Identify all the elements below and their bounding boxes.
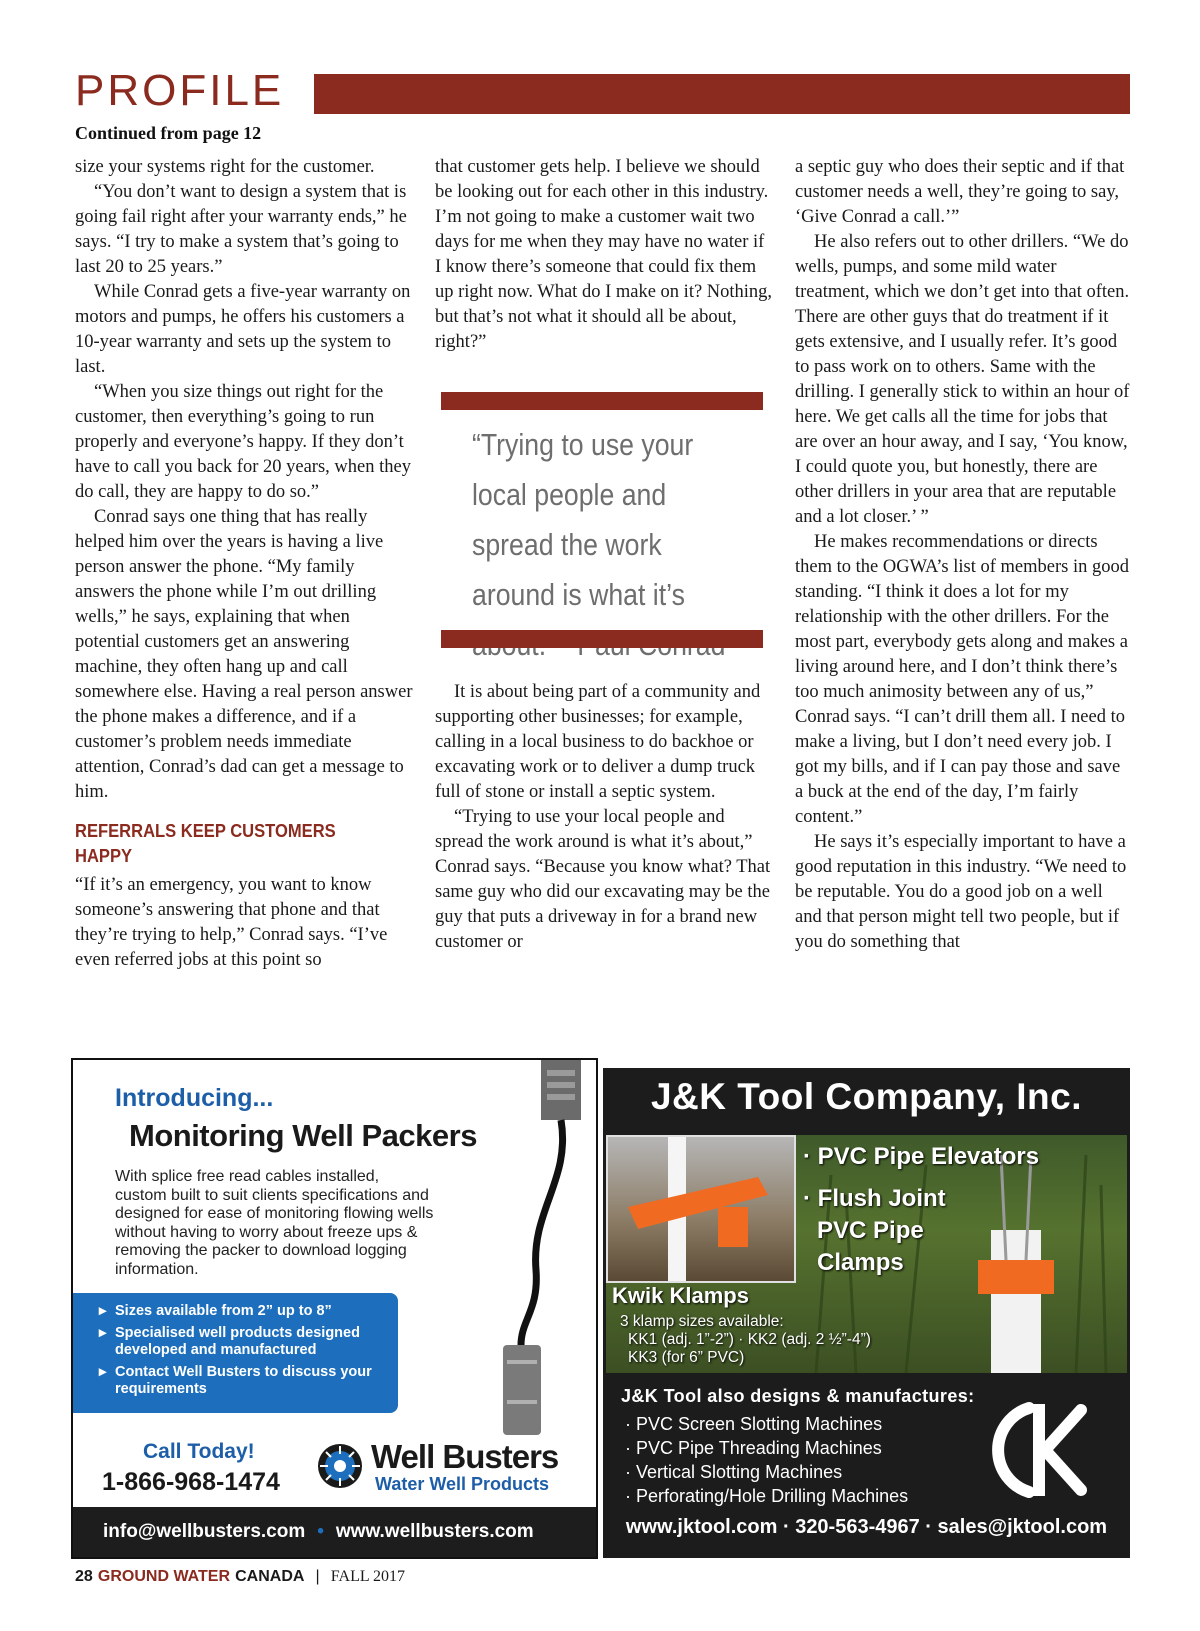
jk-logo-icon — [977, 1390, 1097, 1510]
bullet-pvc-elevators: · PVC Pipe Elevators — [803, 1143, 1040, 1170]
wellbusters-logo-icon — [316, 1442, 364, 1490]
pullquote-bottom-bar — [441, 630, 763, 648]
paragraph: He also refers out to other drillers. “We do wells, pumps, and some mild water treatment, which we don’t get into that often. There are other guys that do treatment if it gets extensive, and I usually refer. It’s good to pass work on to others. Same with the drilling. I generally stick to within an hour of here. We get calls all the time for jobs that are over an hour away, and I say, ‘You know, I could quote you, but honestly, there are other drillers in your area that are reputable and a lot closer.’ ” — [795, 232, 1130, 527]
pullquote-top-bar — [441, 392, 763, 410]
bullet-separator: • — [317, 1521, 324, 1542]
bullet-flush-joint: · Flush Joint — [803, 1185, 946, 1212]
pullquote: “Trying to use your local people and spread the work around is what it’s — [472, 427, 694, 612]
magazine-name-canada: CANADA — [235, 1568, 305, 1585]
paragraph: While Conrad gets a five-year warranty on motors and pumps, he offers his customers a 10-year warranty and sets up the system to last. — [75, 282, 411, 377]
section-title-bar — [314, 74, 1130, 114]
ad-feature-item: ▸ Sizes available from 2” up to 8” — [115, 1303, 388, 1320]
magazine-name: GROUND WATER — [97, 1568, 231, 1585]
product-photo — [606, 1135, 1127, 1373]
page-number: 28 — [75, 1568, 93, 1585]
article-column-2 — [435, 155, 773, 355]
article-column-1 — [75, 155, 413, 973]
product-bullets — [803, 1141, 1039, 1279]
paragraph: size your systems right for the customer. — [75, 157, 375, 177]
issue-label: FALL 2017 — [330, 1568, 406, 1585]
paragraph: It is about being part of a community and supporting other businesses; for example, calling in a local business to do backhoe or excavating work or to deliver a dump truck full of stone or install a septic system. — [435, 682, 761, 802]
paragraph: He makes recommendations or directs them to the OGWA’s list of members in good standing. “I think it does a lot for my relationship with the other drillers. For the most part, everybody gets along and makes a living around here, and I don’t think there’s too much animosity between any of us,” Conrad says. “I can’t drill them all. I need to make a living, but I don’t need every job. I got my bills, and if I can pay those and save a buck at the end of the day, I’m fairly content.” — [795, 532, 1129, 827]
paragraph: a septic guy who does their septic and if that customer needs a well, they’re going to say, ‘Give Conrad a call.’” — [795, 157, 1125, 227]
article-column-3 — [795, 155, 1130, 955]
jktool-ad[interactable] — [603, 1068, 1130, 1558]
ad-body: With splice free read cables installed, custom built to suit clients specifications and designed for ease of monitoring flowing wells without having to worry about freeze ups & removing the packer to download logging information. — [115, 1168, 434, 1278]
ad-title: Monitoring Well Packers — [129, 1118, 477, 1153]
kwik-klamps-label: Kwik Klamps — [612, 1283, 749, 1308]
product-item: · PVC Pipe Threading Machines — [625, 1438, 882, 1458]
klamp-sizes-line: KK1 (adj. 1”-2”) · KK2 (adj. 2 ½”-4”) — [628, 1331, 871, 1348]
product-item: · Perforating/Hole Drilling Machines — [625, 1486, 909, 1506]
call-today-label: Call Today! — [143, 1440, 255, 1463]
article-column-2-cont — [435, 680, 773, 955]
klamp-sizes — [620, 1313, 871, 1367]
ad-feature-item: ▸ Contact Well Busters to discuss your requirements — [115, 1364, 388, 1398]
section-title: PROFILE — [75, 66, 285, 115]
ad-feature-box — [73, 1293, 398, 1413]
continued-note: Continued from page 12 — [75, 123, 262, 143]
page-footer — [75, 1566, 405, 1586]
bullet-flush-joint-line3: Clamps — [817, 1249, 904, 1276]
products-list — [625, 1412, 908, 1508]
bullet-flush-joint-line2: PVC Pipe — [817, 1217, 924, 1244]
paragraph: that customer gets help. I believe we should be looking out for each other in this industry. I’m not going to make a customer wait two days for me when they may have no water if I know there’s someone that could fix them up right now. What do I make on it? Nothing, but that’s not what it should all be about, right?” — [435, 157, 773, 352]
paragraph: “When you size things out right for the customer, then everything’s going to run properly and everyone’s happy. If they don’t have to call you back for 20 years, when they do call, they are happy to do so.” — [75, 382, 411, 502]
wellbusters-ad[interactable] — [71, 1058, 598, 1559]
website-link[interactable]: www.wellbusters.com — [335, 1521, 534, 1542]
paragraph: “You don’t want to design a system that is going fail right after your warranty ends,” he says. “I try to make a system that’s going to last 20 to 25 years.” — [75, 182, 407, 277]
paragraph: He says it’s especially important to have a good reputation in this industry. “We need to be reputable. You do a good job on a well and that person might tell two people, but if you do something that — [795, 832, 1127, 952]
also-manufactures-heading: J&K Tool also designs & manufactures: — [621, 1386, 975, 1406]
subheading: REFERRALS KEEP CUSTOMERS HAPPY — [75, 821, 336, 866]
email-link[interactable]: info@wellbusters.com — [103, 1521, 306, 1542]
klamp-sizes-line: KK3 (for 6” PVC) — [628, 1349, 745, 1366]
ad-feature-item: ▸ Specialised well products designed developed and manufactured — [115, 1325, 388, 1359]
ad-contact-line[interactable]: www.jktool.com · 320-563-4967 · sales@jktool.com — [625, 1516, 1108, 1538]
wellbusters-brand: Well Busters — [371, 1438, 559, 1475]
ad-intro: Introducing... — [115, 1084, 274, 1112]
ad-contact-bar — [73, 1507, 596, 1557]
product-item: · Vertical Slotting Machines — [625, 1462, 843, 1482]
kwik-klamp-photo — [606, 1135, 796, 1283]
phone-number[interactable]: 1-866-968-1474 — [102, 1468, 280, 1496]
paragraph: “Trying to use your local people and spread the work around is what it’s about,” Conrad says. “Because you know what? That same guy who did our excavating may be the guy that puts a driveway in for a brand new customer or — [435, 807, 771, 952]
klamp-image — [608, 1137, 794, 1281]
product-item: · PVC Screen Slotting Machines — [625, 1414, 883, 1434]
wellbusters-brand-sub: Water Well Products — [375, 1474, 550, 1494]
paragraph: Conrad says one thing that has really helped him over the years is having a live person answer the phone. “My family answers the phone while I’m out drilling wells,” he says, explaining that when potential customers get an answering machine, they often hang up and call somewhere else. Having a real person answer the phone makes a difference, and if a customer’s problem needs immediate attention, Conrad’s dad can get a message to him. — [75, 507, 413, 802]
footer-separator: | — [315, 1568, 320, 1585]
klamp-sizes-intro: 3 klamp sizes available: — [620, 1313, 784, 1330]
ad-title: J&K Tool Company, Inc. — [650, 1076, 1083, 1117]
paragraph: “If it’s an emergency, you want to know someone’s answering that phone and that they’re trying to help,” Conrad says. “I’ve even referred jobs at this point so — [75, 875, 388, 970]
